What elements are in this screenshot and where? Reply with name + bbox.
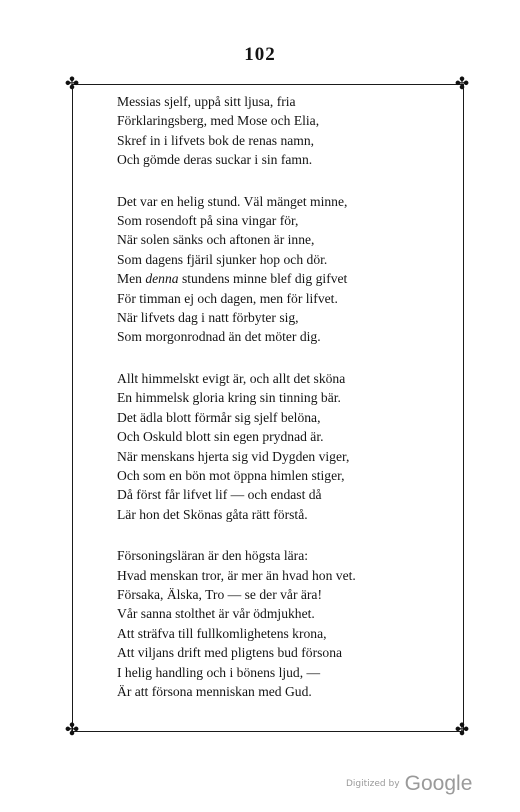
google-logo: Google	[404, 772, 473, 795]
poem-line: För timman ej och dagen, men för lifvet.	[117, 290, 338, 306]
poem-line: Förklaringsberg, med Mose och Elia,	[117, 113, 320, 129]
poem-line: Som rosendoft på sina vingar för,	[117, 213, 299, 229]
poem-line: När menskans hjerta sig vid Dygden viger,	[117, 448, 350, 464]
poem-line: Då först får lifvet lif — och endast då	[117, 487, 322, 503]
poem-line: Messias sjelf, uppå sitt ljusa, fria	[117, 94, 296, 109]
corner-ornament-icon: ✤	[64, 74, 80, 94]
poem-line: Vår sanna stolthet är vår ödmjukhet.	[117, 606, 315, 622]
poem-line: I helig handling och i bönens ljud, —	[117, 664, 321, 680]
poem-line: Lär hon det Skönas gåta rätt förstå.	[117, 506, 308, 522]
poem-line: En himmelsk gloria kring sin tinning bär.	[117, 390, 341, 406]
digitized-by-label: Digitized by	[346, 779, 400, 789]
poem-line: Är att försona menniskan med Gud.	[117, 683, 312, 699]
poem-line: När lifvets dag i natt förbyter sig,	[117, 310, 299, 326]
poem-stanza	[117, 369, 447, 524]
poem-line: Det var en helig stund. Väl mänget minne,	[117, 193, 348, 209]
poem-line: Hvad menskan tror, är mer än hvad hon vet.	[117, 567, 356, 583]
poem-stanza	[117, 546, 447, 701]
corner-ornament-icon: ✤	[64, 720, 80, 740]
digitization-watermark	[346, 772, 472, 796]
poem-line: Att viljans drift med pligtens bud försona	[117, 645, 343, 661]
poem-line: Men denna stundens minne blef dig gifvet	[117, 271, 348, 287]
poem-stanza	[117, 192, 447, 347]
poem-line: Som morgonrodnad än det möter dig.	[117, 329, 321, 345]
poem-line: Försaka, Älska, Tro — se der vår ära!	[117, 586, 322, 602]
poem-line: Skref in i lifvets bok de renas namn,	[117, 132, 315, 148]
poem-line: Och gömde deras suckar i sin famn.	[117, 152, 313, 168]
poem-body	[117, 92, 447, 701]
poem-line: Som dagens fjäril sjunker hop och dör.	[117, 251, 328, 267]
poem-line: När solen sänks och aftonen är inne,	[117, 232, 315, 248]
corner-ornament-icon: ✤	[454, 720, 470, 740]
poem-stanza	[117, 92, 447, 170]
corner-ornament-icon: ✤	[454, 74, 470, 94]
poem-line: Försoningsläran är den högsta lära:	[117, 548, 309, 564]
page-number: 102	[244, 44, 276, 65]
poem-line: Allt himmelskt evigt är, och allt det sköna	[117, 370, 346, 386]
poem-line: Och Oskuld blott sin egen prydnad är.	[117, 429, 324, 445]
poem-line: Att sträfva till fullkomlighetens krona,	[117, 625, 327, 641]
poem-line: Och som en bön mot öppna himlen stiger,	[117, 467, 345, 483]
poem-line: Det ädla blott förmår sig sjelf belöna,	[117, 409, 321, 425]
